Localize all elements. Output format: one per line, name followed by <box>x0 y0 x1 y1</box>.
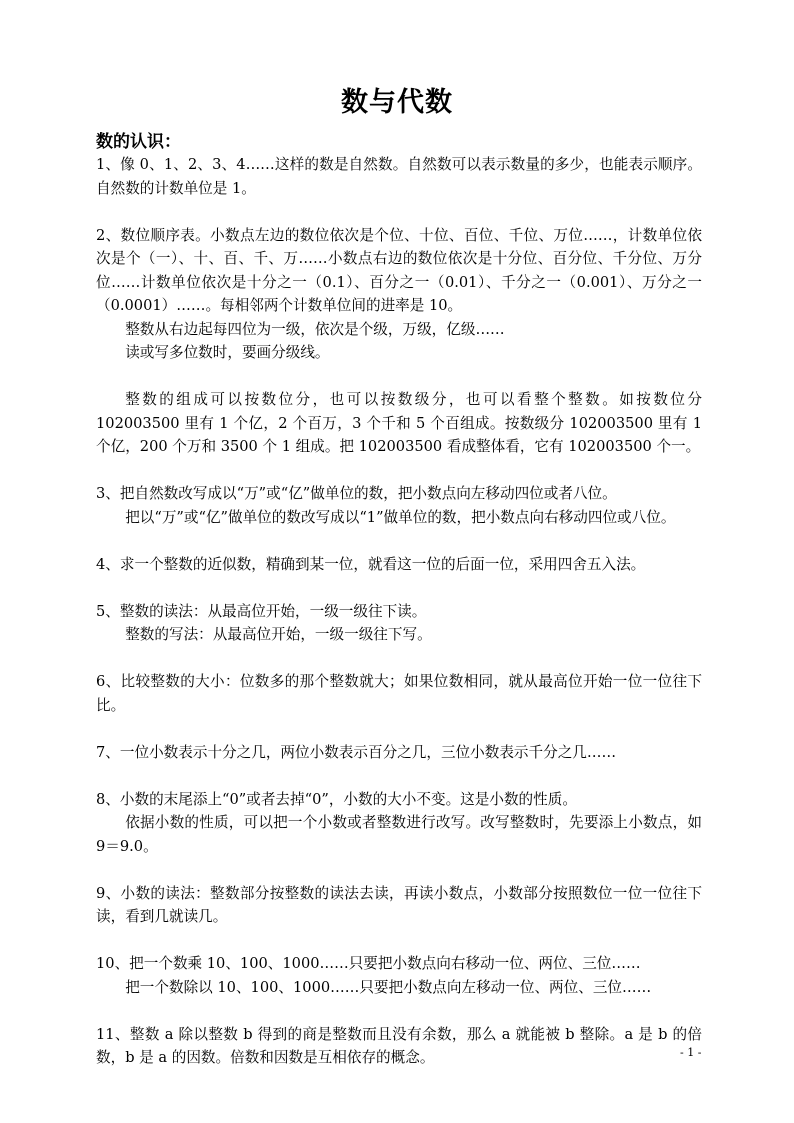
paragraph-7: 7、一位小数表示十分之几，两位小数表示百分之几，三位小数表示千分之几…… <box>96 743 617 761</box>
page-number: - 1 - <box>680 1046 702 1059</box>
paragraph-10: 10、把一个数乘 10、100、1000……只要把小数点向右移动一位、两位、三位…… <box>96 955 641 972</box>
page-title: 数与代数 <box>341 87 453 118</box>
paragraph-2-composition: 整数的组成可以按数位分，也可以按数级分，也可以看整个整数。如按数位分 102003500 里有 1 个亿，2 个百万，3 个千和 5 个百组成。按数级分 102003500 里有 1 个亿，200 个万和 3500 个 1 组成。把 102003500 看成整体看，它有 102003500 个一。 <box>96 391 702 455</box>
paragraph-11: 11、整数 a 除以整数 b 得到的商是整数而且没有余数，那么 a 就能被 b 整除。a 是 b 的倍数，b 是 a 的因数。倍数和因数是互相依存的概念。 <box>96 1025 702 1066</box>
paragraph-10-divide: 把一个数除以 10、100、1000……只要把小数点向左移动一位、两位、三位…… <box>125 978 652 996</box>
paragraph-2: 2、数位顺序表。小数点左边的数位依次是个位、十位、百位、千位、万位……，计数单位依次是个（一）、十、百、千、万……小数点右边的数位依次是十分位、百分位、千分位、万分位……计数单位依次是十分之一（0.1）、百分之一（0.01）、千分之一（0.001）、万分之一（0.0001）……。每相邻两个计数单位间的进率是 10。 <box>96 226 702 314</box>
paragraph-8: 8、小数的末尾添上“0”或者去掉“0”，小数的大小不变。这是小数的性质。 <box>96 790 577 808</box>
paragraph-9: 9、小数的读法：整数部分按整数的读法去读，再读小数点，小数部分按照数位一位一位往下读，看到几就读几。 <box>96 884 702 925</box>
paragraph-6: 6、比较整数的大小：位数多的那个整数就大；如果位数相同，就从最高位开始一位一位往下比。 <box>96 673 702 714</box>
document-body <box>96 153 702 1070</box>
paragraph-5: 5、整数的读法：从最高位开始，一级一级往下读。 <box>96 602 427 620</box>
paragraph-2-separator: 读或写多位数时，要画分级线。 <box>125 344 330 361</box>
section-heading: 数的认识： <box>96 132 181 152</box>
paragraph-3-reverse: 把以“万”或“亿”做单位的数改写成以“1”做单位的数，把小数点向右移动四位或八位。 <box>125 508 676 526</box>
paragraph-2-levels: 整数从右边起每四位为一级，依次是个级，万级，亿级…… <box>125 320 505 338</box>
paragraph-8-rewrite: 依据小数的性质，可以把一个小数或者整数进行改写。改写整数时，先要添上小数点，如 9＝9.0。 <box>96 814 702 855</box>
paragraph-1: 1、像 0、1、2、3、4……这样的数是自然数。自然数可以表示数量的多少，也能表示顺序。自然数的计数单位是 1。 <box>96 156 702 197</box>
paragraph-5-writing: 整数的写法：从最高位开始，一级一级往下写。 <box>125 626 432 643</box>
paragraph-3: 3、把自然数改写成以“万”或“亿”做单位的数，把小数点向左移动四位或者八位。 <box>96 485 617 502</box>
paragraph-4: 4、求一个整数的近似数，精确到某一位，就看这一位的后面一位，采用四舍五入法。 <box>96 555 646 573</box>
